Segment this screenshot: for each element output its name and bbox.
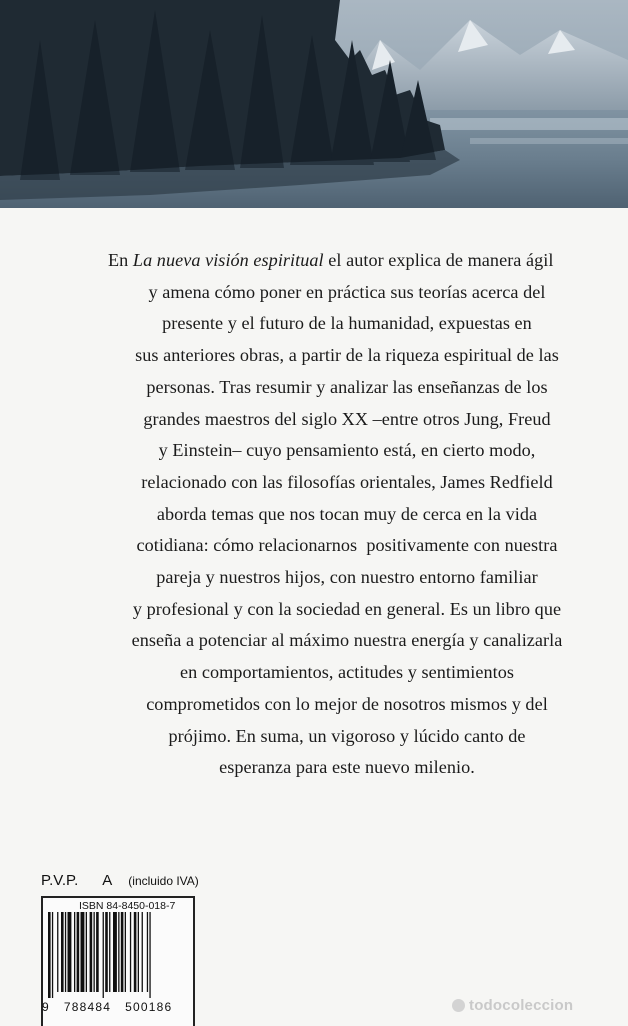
price-code: A <box>102 872 113 889</box>
barcode-bars <box>48 912 186 998</box>
ean-left-group: 788484 <box>63 1000 112 1014</box>
blurb-line: prójimo. En suma, un vigoroso y lúcido canto de <box>168 725 526 746</box>
blurb-line: personas. Tras resumir y analizar las enseñanzas de los <box>146 376 548 397</box>
blurb-line: enseña a potenciar al máximo nuestra energía y canalizarla <box>131 630 563 651</box>
blurb-line: sus anteriores obras, a partir de la riqueza espiritual de las <box>135 345 559 366</box>
blurb-line: presente y el futuro de la humanidad, expuestas en <box>162 313 532 334</box>
watermark-logo-icon <box>452 999 465 1012</box>
cover-photo-lake-forest <box>0 0 628 208</box>
watermark-text: todocoleccion <box>469 997 574 1014</box>
blurb-line <box>108 245 586 277</box>
ean-digits <box>42 1000 172 1014</box>
tax-note: (incluido IVA) <box>128 874 199 888</box>
blurb-line: en comportamientos, actitudes y sentimientos <box>179 662 515 683</box>
blurb-text: el autor explica de manera ágil <box>323 250 554 270</box>
ean-first-digit: 9 <box>42 1000 50 1014</box>
blurb-line: esperanza para este nuevo milenio. <box>219 757 475 778</box>
book-title: La nueva visión espiritual <box>132 250 324 270</box>
price-info <box>41 872 199 889</box>
back-cover-blurb <box>108 245 586 784</box>
watermark <box>452 997 573 1014</box>
pvp-label: P.V.P. <box>41 872 79 889</box>
blurb-line: y Einstein– cuyo pensamiento está, en cierto modo, <box>158 440 536 461</box>
isbn-label: ISBN 84-8450-018-7 <box>79 900 176 912</box>
blurb-line: comprometidos con lo mejor de nosotros mismos y del <box>146 693 548 714</box>
blurb-line: cotidiana: cómo relacionarnos positivamente con nuestra <box>136 535 558 556</box>
blurb-line: pareja y nuestros hijos, con nuestro entorno familiar <box>156 567 538 588</box>
blurb-line: y amena cómo poner en práctica sus teorías acerca del <box>148 281 546 302</box>
blurb-text: En <box>108 250 133 270</box>
ean-right-group: 500186 <box>125 1000 173 1014</box>
blurb-line: y profesional y con la sociedad en general. Es un libro que <box>132 598 562 619</box>
blurb-line: grandes maestros del siglo XX –entre otros Jung, Freud <box>143 408 551 429</box>
blurb-line: aborda temas que nos tocan muy de cerca en la vida <box>156 503 538 524</box>
blurb-line: relacionado con las filosofías orientales, James Redfield <box>141 471 553 492</box>
